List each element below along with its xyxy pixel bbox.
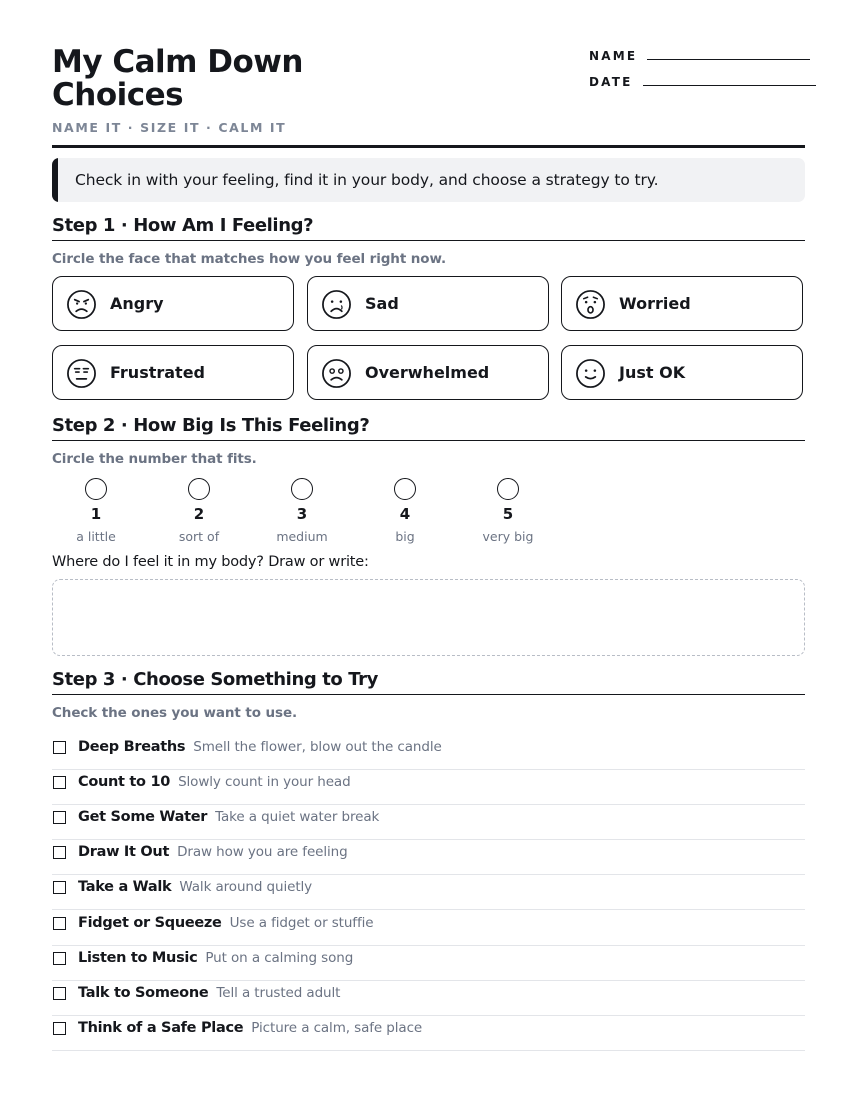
strategy-name: Take a Walk [78, 879, 172, 895]
scale-circle[interactable] [85, 478, 107, 500]
scale-word: sort of [178, 529, 220, 544]
step3-instruction: Check the ones you want to use. [52, 705, 298, 721]
strategy-checkbox[interactable] [53, 917, 66, 930]
date-label: DATE [589, 75, 633, 89]
strategy-name: Deep Breaths [78, 739, 186, 755]
frustrated-face-icon [66, 358, 97, 389]
strategy-desc: Draw how you are feeling [177, 844, 348, 860]
feeling-card-sad[interactable] [307, 276, 549, 331]
page-title [52, 46, 412, 112]
scale-option-1[interactable] [56, 478, 136, 544]
strategy-item[interactable] [52, 875, 805, 910]
overwhelmed-face-icon [321, 358, 352, 389]
header-divider [52, 145, 805, 148]
feeling-card-frustrated[interactable] [52, 345, 294, 400]
scale-word: big [395, 529, 415, 544]
strategy-item[interactable] [52, 946, 805, 981]
angry-face-icon [66, 289, 97, 320]
scale-circle[interactable] [188, 478, 210, 500]
intro-callout [52, 158, 805, 202]
scale-option-5[interactable] [468, 478, 548, 544]
feeling-card-worried[interactable] [561, 276, 803, 331]
strategy-desc: Walk around quietly [179, 879, 313, 895]
strategy-item[interactable] [52, 735, 805, 770]
name-write-line[interactable] [647, 58, 810, 60]
strategy-desc: Put on a calming song [205, 950, 354, 966]
step1-instruction: Circle the face that matches how you feel right now. [52, 251, 446, 267]
strategy-name: Count to 10 [78, 774, 171, 790]
scale-number: 2 [193, 505, 205, 523]
strategy-desc: Smell the flower, blow out the candle [193, 739, 442, 755]
page-subtitle: NAME IT · SIZE IT · CALM IT [52, 120, 287, 135]
feeling-card-just-ok[interactable] [561, 345, 803, 400]
feeling-label: Worried [619, 294, 691, 313]
strategy-item[interactable] [52, 805, 805, 840]
strategy-desc: Take a quiet water break [215, 809, 380, 825]
scale-option-4[interactable] [365, 478, 445, 544]
callout-text: Check in with your feeling, find it in your body, and choose a strategy to try. [75, 171, 659, 189]
scale-number: 4 [399, 505, 411, 523]
callout-accent-bar [52, 158, 58, 202]
strategy-item[interactable] [52, 1016, 805, 1051]
strategy-desc: Slowly count in your head [178, 774, 351, 790]
feeling-label: Overwhelmed [365, 363, 490, 382]
feeling-card-angry[interactable] [52, 276, 294, 331]
scale-circle[interactable] [497, 478, 519, 500]
date-field [589, 75, 816, 89]
strategy-desc: Picture a calm, safe place [251, 1020, 423, 1036]
feeling-label: Angry [110, 294, 164, 313]
scale-option-3[interactable] [262, 478, 342, 544]
name-field [589, 49, 810, 63]
scale-number: 3 [296, 505, 308, 523]
scale-number: 5 [502, 505, 514, 523]
strategy-item[interactable] [52, 911, 805, 946]
scale-word: medium [276, 529, 328, 544]
feeling-label: Just OK [619, 363, 686, 382]
strategy-name: Draw It Out [78, 844, 170, 860]
strategy-checkbox[interactable] [53, 776, 66, 789]
strategy-item[interactable] [52, 981, 805, 1016]
scale-circle[interactable] [291, 478, 313, 500]
step2-heading: Step 2 · How Big Is This Feeling? [52, 415, 805, 441]
strategy-item[interactable] [52, 770, 805, 805]
strategy-checkbox[interactable] [53, 952, 66, 965]
strategy-name: Fidget or Squeeze [78, 915, 222, 931]
strategy-item[interactable] [52, 840, 805, 875]
scale-circle[interactable] [394, 478, 416, 500]
title-line-1: My Calm Down [52, 44, 303, 80]
strategy-desc: Tell a trusted adult [216, 985, 341, 1001]
strategy-checkbox[interactable] [53, 741, 66, 754]
body-question: Where do I feel it in my body? Draw or write: [52, 554, 369, 570]
strategy-checkbox[interactable] [53, 987, 66, 1000]
body-drawing-area[interactable] [52, 579, 805, 656]
strategy-name: Listen to Music [78, 950, 198, 966]
strategy-name: Talk to Someone [78, 985, 209, 1001]
strategy-checkbox[interactable] [53, 811, 66, 824]
strategy-checkbox[interactable] [53, 846, 66, 859]
feeling-label: Sad [365, 294, 399, 313]
step1-heading: Step 1 · How Am I Feeling? [52, 215, 805, 241]
scale-word: a little [76, 529, 116, 544]
strategy-checkbox[interactable] [53, 1022, 66, 1035]
feeling-card-overwhelmed[interactable] [307, 345, 549, 400]
feeling-label: Frustrated [110, 363, 205, 382]
worried-face-icon [575, 289, 606, 320]
scale-number: 1 [90, 505, 102, 523]
step3-heading: Step 3 · Choose Something to Try [52, 669, 805, 695]
scale-option-2[interactable] [159, 478, 239, 544]
strategy-checkbox[interactable] [53, 881, 66, 894]
slight-smile-face-icon [575, 358, 606, 389]
step2-instruction: Circle the number that fits. [52, 451, 257, 467]
sad-face-icon [321, 289, 352, 320]
title-line-2: Choices [52, 77, 184, 113]
date-write-line[interactable] [643, 84, 816, 86]
strategy-name: Think of a Safe Place [78, 1020, 244, 1036]
name-label: NAME [589, 49, 638, 63]
scale-word: very big [482, 529, 534, 544]
strategy-name: Get Some Water [78, 809, 208, 825]
strategy-desc: Use a fidget or stuffie [229, 915, 374, 931]
